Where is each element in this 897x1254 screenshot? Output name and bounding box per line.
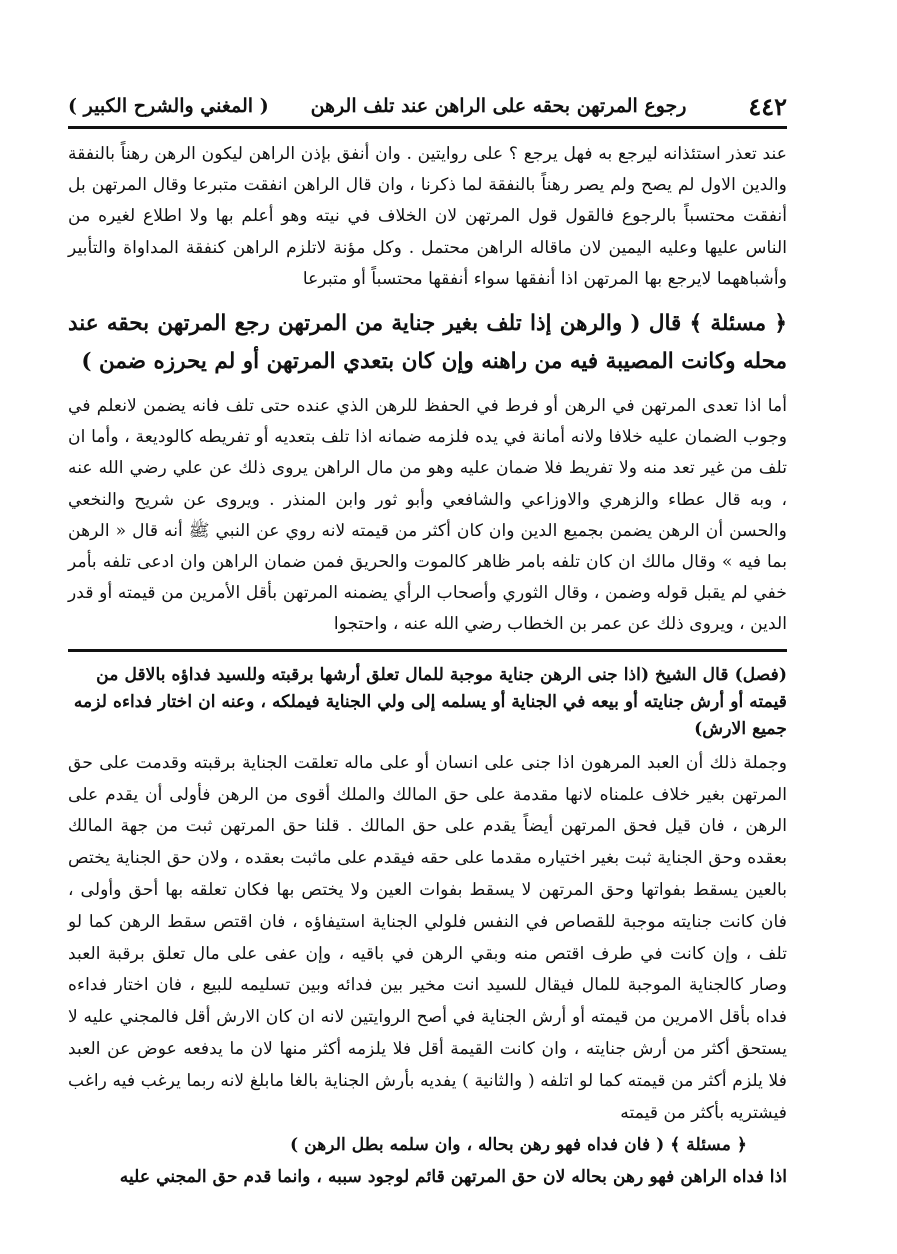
paragraph-nafaqa: عند تعذر استئذانه ليرجع به فهل يرجع ؟ على روايتين . وان أنفق بإذن الراهن ليكون الرهن رهناً بالنفقة والدين الاول لم يصح ولم يصر رهناً بالنفقة لما ذكرنا ، وان قال الراهن انفقت متبرعا وقال المرتهن بل أنفقت محتسباً بالرجوع فالقول قول المرتهن لان الخلاف في نيته وهو أعلم بها ولا اطلاع لغيره من الناس عليها وعليه اليمين لان ماقاله الراهن محتمل . وكل مؤنة لاتلزم الراهن كنفقة المداواة والتأبير وأشباههما لايرجع بها المرتهن اذا أنفقها سواء أنفقها محتسباً أو متبرعا — [68, 144, 787, 289]
masala-heading-1: ﴿ مسئلة ﴾ قال ( والرهن إذا تلف بغير جناية من المرتهن رجع المرتهن بحقه عند محله وكانت المصيبة فيه من راهنه وإن كان بتعدي المرتهن أو لم يحرزه ضمن ) — [68, 311, 787, 375]
sharh-section — [68, 662, 787, 1195]
page-number: ٤٤٢ — [748, 91, 787, 121]
section-divider — [68, 649, 787, 652]
paragraph-damage: أما اذا تعدى المرتهن في الرهن أو فرط في الحفظ للرهن الذي عنده حتى تلف فانه يضمن لانعلم في وجوب الضمان عليه خلافا ولانه أمانة في يده فلزمه ضمانه اذا تلف بتعديه أو تفريطه كالوديعة ، وأما ان تلف من غير تعد منه ولا تفريط فلا ضمان عليه وهو من مال الراهن يروى ذلك عن علي رضي الله عنه ، وبه قال عطاء والزهري والاوزاعي والشافعي وأبو ثور وابن المنذر . ويروى عن شريح والنخعي والحسن أن الرهن يضمن بجميع الدين وان كان أكثر من قيمته لانه روي عن النبي ﷺ أنه قال « الرهن بما فيه » وقال مالك ان كان تلفه بامر ظاهر كالموت والحريق فمن ضمان الراهن وان ادعى تلفه بأمر خفي لم يقبل قوله وضمن ، وقال الثوري وأصحاب الرأي يضمنه المرتهن بأقل الأمرين من قيمته أو قدر الدين ، ويروى ذلك عن عمر بن الخطاب رضي الله عنه ، واحتجوا — [68, 396, 787, 635]
page-header — [68, 86, 787, 129]
paragraph-fidaa: اذا فداه الراهن فهو رهن بحاله لان حق المرتهن قائم لوجود سببه ، وانما قدم حق المجني عليه — [119, 1167, 787, 1188]
book-title: ( المغني والشرح الكبير ) — [68, 95, 269, 117]
running-title: رجوع المرتهن بحقه على الراهن عند تلف الرهن — [310, 95, 687, 117]
fasl-heading: (فصل) قال الشيخ (اذا جنى الرهن جناية موجبة للمال تعلق أرشها برقبته وللسيد فداؤه بالاقل من قيمته أو أرش جنايته أو بيعه في الجناية أو يسلمه إلى ولي الجناية فيملكه ، وعنه ان اختار فداءه لزمه جميع الارش) — [73, 664, 787, 740]
paragraph-jinaya: وجملة ذلك أن العبد المرهون اذا جنى على انسان أو على ماله تعلقت الجناية برقبته وقدمت على حق المرتهن بغير خلاف علمناه لانها مقدمة على حق المالك والملك أقوى من الرهن فأولى أن يقدم على الرهن ، فان قيل فحق المرتهن أيضاً يقدم على حق المالك . قلنا حق المرتهن ثبت من جهة المالك بعقده وحق الجناية ثبت بغير اختياره مقدما على حقه فيقدم على ماثبت بعقده ، ولان حق الجناية يختص بالعين يسقط بفواتها وحق المرتهن لا يسقط بفوات العين ولا يختص بها فكان تعلقه بها أحق وأولى ، فان كانت جنايته موجبة للقصاص في النفس فلولي الجناية استيفاؤه ، فان اقتص سقط الرهن كما لو تلف ، وإن كانت في طرف اقتص منه وبقي الرهن في باقيه ، وإن عفى على مال تعلق برقبة العبد وصار كالجناية الموجبة للمال فيقال للسيد انت مخير بين فدائه وبين تسليمه للبيع ، فان اختار فداءه فداه بأقل الامرين من قيمته أو أرش الجناية في أصح الروايتين لانه ان كان الارش أقل فالمجني عليه لا يستحق أكثر من أرش جنايته ، وان كانت القيمة أقل فلا يلزمه أكثر منها لان ما يدفعه عوض عن العبد فلا يلزم أكثر من قيمته كما لو اتلفه ( والثانية ) يفديه بأرش الجناية بالغا مابلغ لانه ربما يرغب فيه راغب فيشتريه بأكثر من قيمته — [68, 752, 787, 1123]
masala-heading-2: ﴿ مسئلة ﴾ ( فان فداه فهو رهن بحاله ، وان سلمه بطل الرهن ) — [290, 1135, 747, 1156]
